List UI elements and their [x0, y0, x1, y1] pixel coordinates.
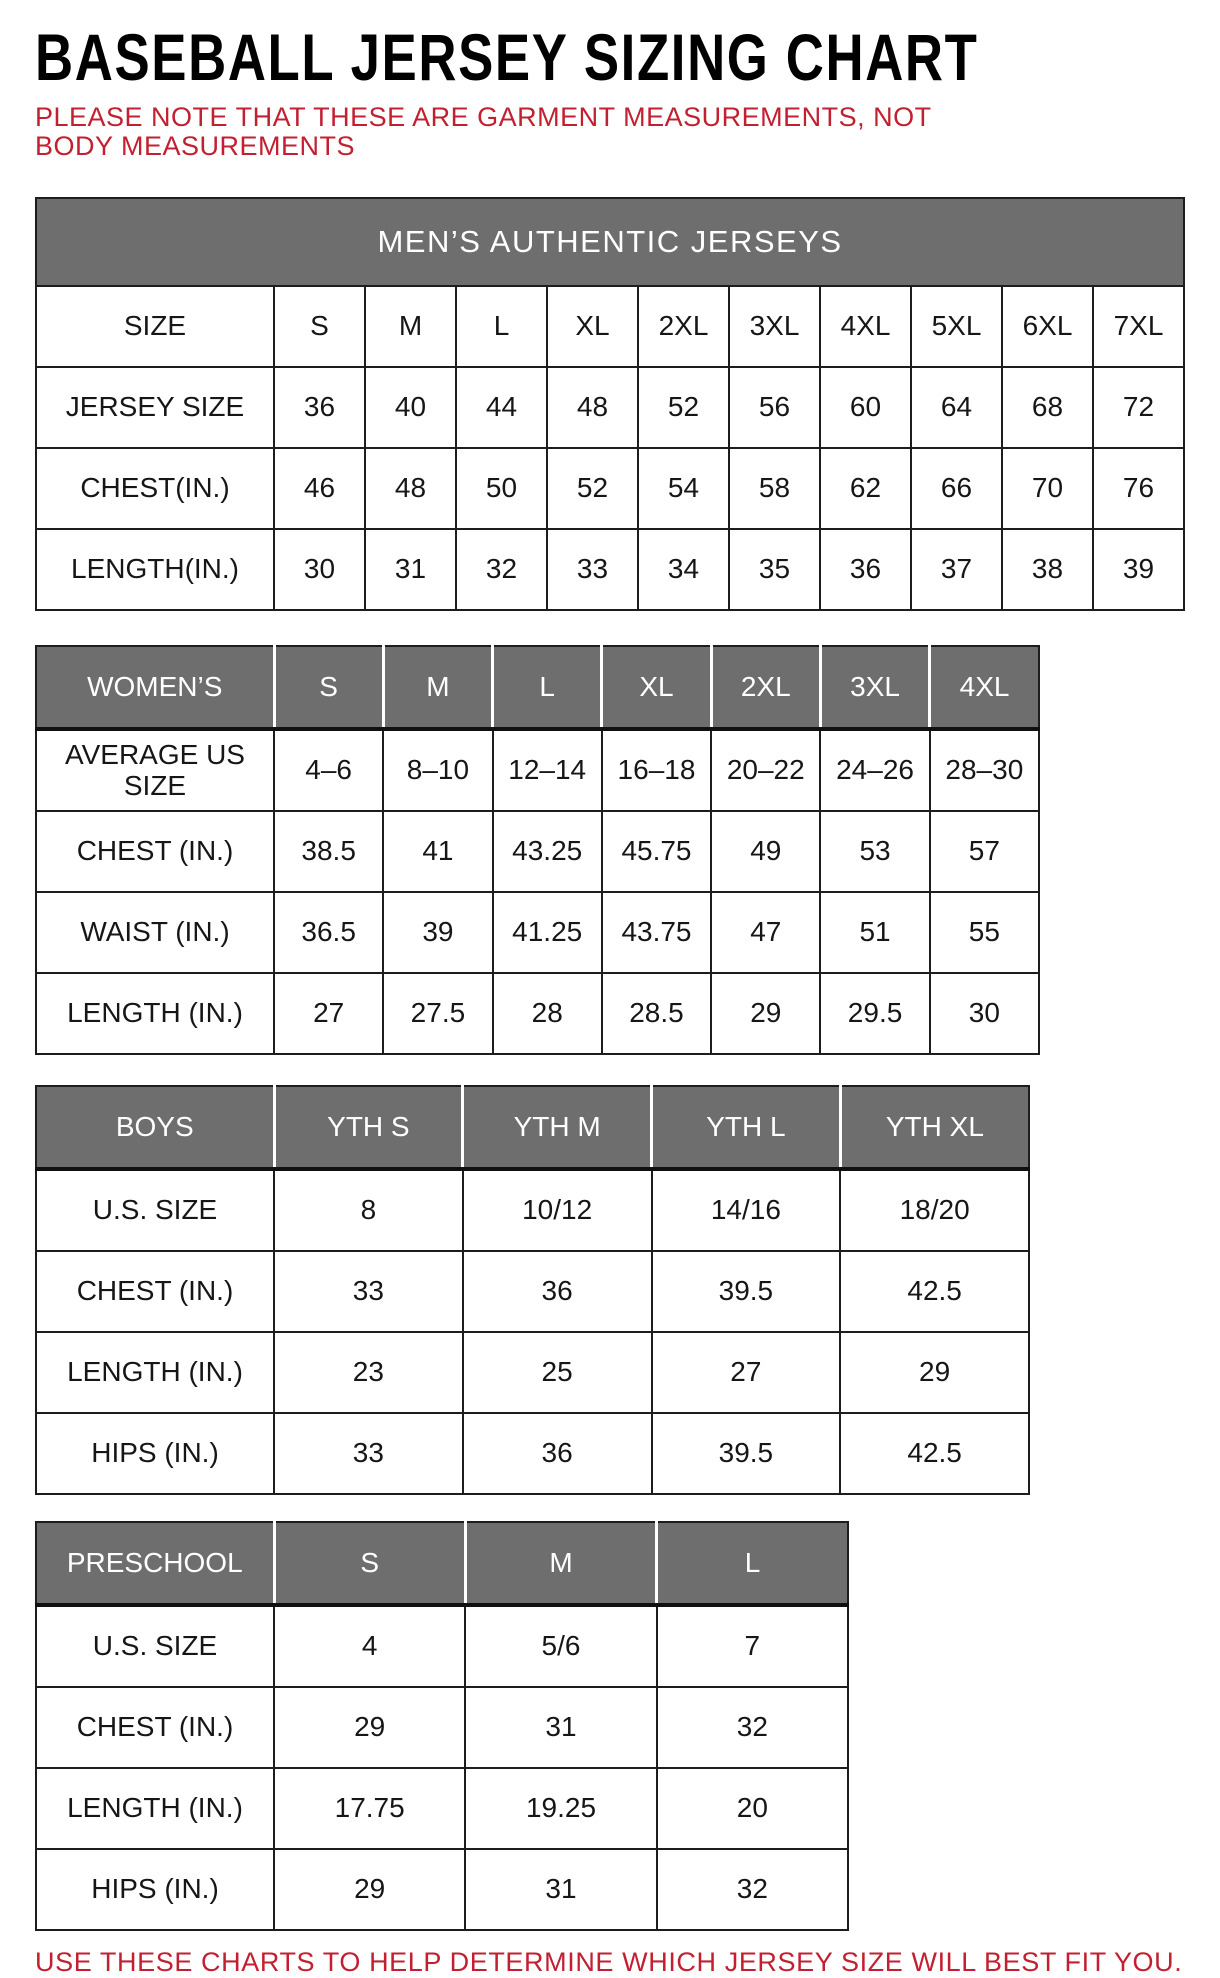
value-cell: 29	[840, 1332, 1029, 1413]
value-cell: 20	[657, 1768, 848, 1849]
row-label: U.S. SIZE	[36, 1605, 274, 1687]
table-row	[36, 729, 1039, 811]
value-cell: 39	[1093, 529, 1184, 610]
value-cell: 31	[465, 1849, 656, 1930]
table-row	[36, 1169, 1029, 1251]
value-cell: 5/6	[465, 1605, 656, 1687]
value-cell: 38.5	[274, 811, 383, 892]
value-cell: 72	[1093, 367, 1184, 448]
table-row	[36, 1605, 848, 1687]
value-cell: 36.5	[274, 892, 383, 973]
value-cell: 60	[820, 367, 911, 448]
value-cell: 29.5	[820, 973, 929, 1054]
value-cell: 7	[657, 1605, 848, 1687]
value-cell: 32	[657, 1849, 848, 1930]
value-cell: 62	[820, 448, 911, 529]
value-cell: 36	[820, 529, 911, 610]
table-row	[36, 367, 1184, 448]
column-header: YTH M	[463, 1086, 652, 1169]
value-cell: 68	[1002, 367, 1093, 448]
table-header-label: PRESCHOOL	[36, 1522, 274, 1605]
value-cell: 29	[274, 1687, 465, 1768]
value-cell: 31	[365, 529, 456, 610]
value-cell: 38	[1002, 529, 1093, 610]
value-cell: 23	[274, 1332, 463, 1413]
column-header: YTH XL	[840, 1086, 1029, 1169]
value-cell: 35	[729, 529, 820, 610]
table-banner-row	[36, 198, 1184, 286]
column-header: 3XL	[729, 286, 820, 367]
column-header: M	[383, 646, 492, 729]
value-cell: 41	[383, 811, 492, 892]
column-header: S	[274, 286, 365, 367]
value-cell: 18/20	[840, 1169, 1029, 1251]
column-header: 6XL	[1002, 286, 1093, 367]
mens-sizing-table	[35, 197, 1185, 611]
column-header: YTH L	[652, 1086, 841, 1169]
table-header-row	[36, 1086, 1029, 1169]
value-cell: 36	[463, 1413, 652, 1494]
column-header: 4XL	[930, 646, 1039, 729]
column-header: XL	[547, 286, 638, 367]
value-cell: 28.5	[602, 973, 711, 1054]
table-row	[36, 1251, 1029, 1332]
boys-sizing-table	[35, 1085, 1030, 1495]
table-row	[36, 811, 1039, 892]
row-label: HIPS (IN.)	[36, 1413, 274, 1494]
value-cell: 16–18	[602, 729, 711, 811]
value-cell: 42.5	[840, 1251, 1029, 1332]
value-cell: 4–6	[274, 729, 383, 811]
table-row	[36, 1687, 848, 1768]
value-cell: 27	[274, 973, 383, 1054]
value-cell: 28	[493, 973, 602, 1054]
value-cell: 29	[274, 1849, 465, 1930]
row-label: WAIST (IN.)	[36, 892, 274, 973]
value-cell: 33	[547, 529, 638, 610]
column-header: S	[274, 1522, 465, 1605]
column-header: L	[456, 286, 547, 367]
value-cell: 64	[911, 367, 1002, 448]
column-header: L	[493, 646, 602, 729]
value-cell: 20–22	[711, 729, 820, 811]
value-cell: 32	[456, 529, 547, 610]
value-cell: 49	[711, 811, 820, 892]
row-label: JERSEY SIZE	[36, 367, 274, 448]
value-cell: 36	[463, 1251, 652, 1332]
value-cell: 43.25	[493, 811, 602, 892]
value-cell: 36	[274, 367, 365, 448]
value-cell: 10/12	[463, 1169, 652, 1251]
row-label: CHEST(IN.)	[36, 448, 274, 529]
value-cell: 41.25	[493, 892, 602, 973]
column-header: S	[274, 646, 383, 729]
value-cell: 46	[274, 448, 365, 529]
column-header: XL	[602, 646, 711, 729]
row-label: CHEST (IN.)	[36, 1251, 274, 1332]
value-cell: 12–14	[493, 729, 602, 811]
tables-container	[35, 197, 1185, 1931]
column-header: L	[657, 1522, 848, 1605]
table-header-label: BOYS	[36, 1086, 274, 1169]
value-cell: 27	[652, 1332, 841, 1413]
value-cell: 43.75	[602, 892, 711, 973]
value-cell: 48	[365, 448, 456, 529]
value-cell: 33	[274, 1251, 463, 1332]
value-cell: 37	[911, 529, 1002, 610]
column-header: 4XL	[820, 286, 911, 367]
table-header-row	[36, 286, 1184, 367]
value-cell: 54	[638, 448, 729, 529]
value-cell: 24–26	[820, 729, 929, 811]
column-header: M	[365, 286, 456, 367]
table-banner: MEN’S AUTHENTIC JERSEYS	[36, 198, 1184, 286]
column-header: M	[465, 1522, 656, 1605]
value-cell: 19.25	[465, 1768, 656, 1849]
value-cell: 56	[729, 367, 820, 448]
column-header: 5XL	[911, 286, 1002, 367]
table-row	[36, 973, 1039, 1054]
value-cell: 55	[930, 892, 1039, 973]
value-cell: 8	[274, 1169, 463, 1251]
column-header: YTH S	[274, 1086, 463, 1169]
value-cell: 66	[911, 448, 1002, 529]
value-cell: 42.5	[840, 1413, 1029, 1494]
garment-measurements-note: PLEASE NOTE THAT THESE ARE GARMENT MEASUREMENTS, NOT BODY MEASUREMENTS	[35, 101, 932, 161]
value-cell: 39	[383, 892, 492, 973]
value-cell: 14/16	[652, 1169, 841, 1251]
column-header: 7XL	[1093, 286, 1184, 367]
value-cell: 34	[638, 529, 729, 610]
table-row	[36, 1413, 1029, 1494]
value-cell: 52	[547, 448, 638, 529]
table-header-label: SIZE	[36, 286, 274, 367]
value-cell: 29	[711, 973, 820, 1054]
table-row	[36, 1332, 1029, 1413]
value-cell: 30	[930, 973, 1039, 1054]
value-cell: 58	[729, 448, 820, 529]
row-label: HIPS (IN.)	[36, 1849, 274, 1930]
table-row	[36, 448, 1184, 529]
value-cell: 51	[820, 892, 929, 973]
value-cell: 76	[1093, 448, 1184, 529]
value-cell: 32	[657, 1687, 848, 1768]
preschool-sizing-table	[35, 1521, 849, 1931]
row-label: AVERAGE US SIZE	[36, 729, 274, 811]
value-cell: 27.5	[383, 973, 492, 1054]
womens-sizing-table	[35, 645, 1040, 1055]
value-cell: 48	[547, 367, 638, 448]
column-header: 2XL	[711, 646, 820, 729]
value-cell: 40	[365, 367, 456, 448]
value-cell: 4	[274, 1605, 465, 1687]
value-cell: 25	[463, 1332, 652, 1413]
table-row	[36, 1849, 848, 1930]
row-label: LENGTH (IN.)	[36, 973, 274, 1054]
value-cell: 50	[456, 448, 547, 529]
value-cell: 47	[711, 892, 820, 973]
table-row	[36, 529, 1184, 610]
row-label: LENGTH (IN.)	[36, 1768, 274, 1849]
table-header-row	[36, 646, 1039, 729]
value-cell: 44	[456, 367, 547, 448]
value-cell: 28–30	[930, 729, 1039, 811]
page-title: BASEBALL JERSEY SIZING CHART	[35, 20, 979, 94]
value-cell: 17.75	[274, 1768, 465, 1849]
value-cell: 53	[820, 811, 929, 892]
table-row	[36, 892, 1039, 973]
value-cell: 70	[1002, 448, 1093, 529]
footer-note: USE THESE CHARTS TO HELP DETERMINE WHICH JERSEY SIZE WILL BEST FIT YOU.	[35, 1947, 1183, 1977]
value-cell: 52	[638, 367, 729, 448]
value-cell: 45.75	[602, 811, 711, 892]
row-label: CHEST (IN.)	[36, 811, 274, 892]
column-header: 3XL	[820, 646, 929, 729]
value-cell: 57	[930, 811, 1039, 892]
value-cell: 33	[274, 1413, 463, 1494]
column-header: 2XL	[638, 286, 729, 367]
row-label: LENGTH(IN.)	[36, 529, 274, 610]
table-header-label: WOMEN’S	[36, 646, 274, 729]
value-cell: 39.5	[652, 1251, 841, 1332]
value-cell: 31	[465, 1687, 656, 1768]
value-cell: 30	[274, 529, 365, 610]
row-label: U.S. SIZE	[36, 1169, 274, 1251]
row-label: CHEST (IN.)	[36, 1687, 274, 1768]
row-label: LENGTH (IN.)	[36, 1332, 274, 1413]
value-cell: 8–10	[383, 729, 492, 811]
table-header-row	[36, 1522, 848, 1605]
table-row	[36, 1768, 848, 1849]
value-cell: 39.5	[652, 1413, 841, 1494]
